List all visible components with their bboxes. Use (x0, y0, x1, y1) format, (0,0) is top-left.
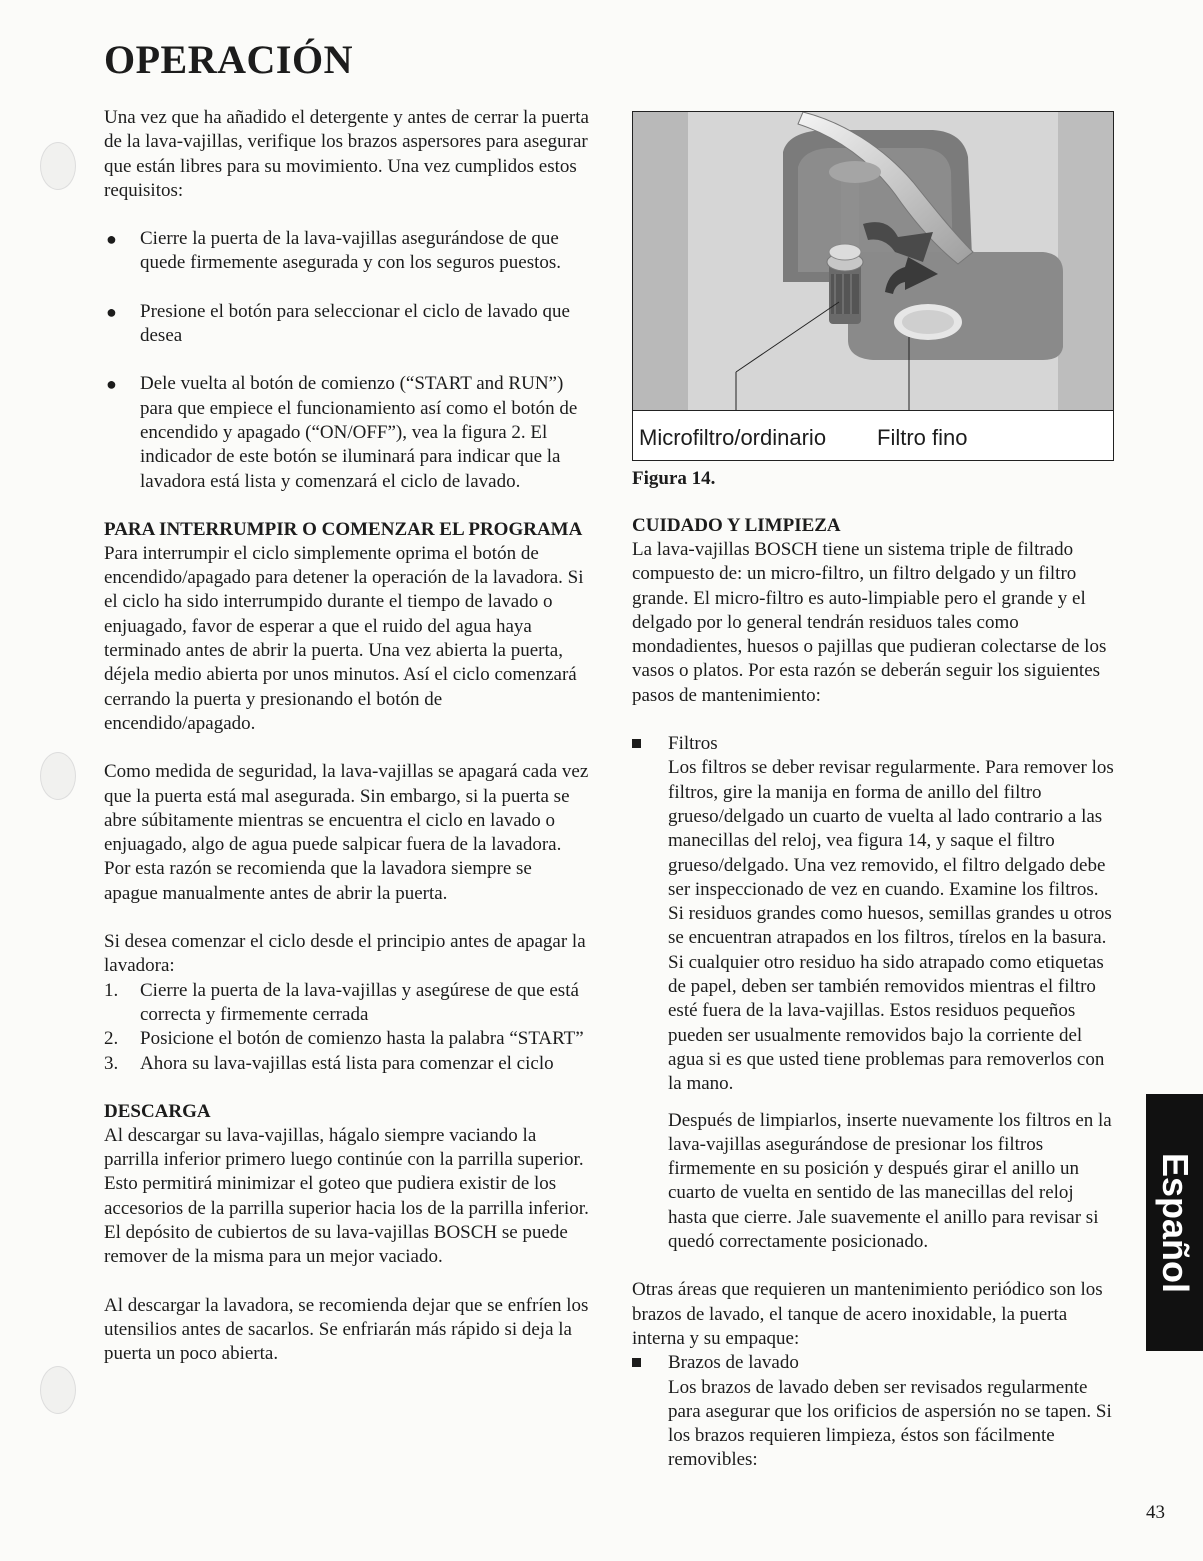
dishwasher-filter-illustration (633, 112, 1113, 412)
list-item (632, 732, 1114, 1254)
right-column (632, 514, 1114, 1473)
filtros-text: Los filtros se deber revisar regularmente. Para remover los filtros, gire la manija en forma de anillo del filtro grueso/delgado un cuarto de vuelta al lado contrario a las manecillas del reloj, vea figura 14, y saque el filtro grueso/delgado. Una vez removido, el filtro delgado debe ser inspeccionado de vez en cuando. Examine los filtros. Si residuos grandes como huesos, semillas grandes u otros se encuentran atrapados en los filtros, tírelos en la basura. Si cualquier otro residuo ha sido atrapado como etiquetas de papel, deben ser también removidos mientras el filtro esté fuera de la lava-vajillas. Estos residuos pequeños pueden ser usualmente removidos bajo la corriente del agua si es que usted tiene problemas para removerlos con la mano. (668, 757, 1114, 1095)
label-microfiltro: Microfiltro/ordinario (639, 425, 827, 450)
list-item (632, 1351, 1114, 1472)
label-filtro-fino: Filtro fino (877, 425, 968, 450)
binder-hole-top (40, 142, 76, 190)
bullet-icon: ● (106, 374, 117, 395)
list-item: 2. Posicione el botón de comienzo hasta la palabra “START” (104, 1028, 584, 1050)
language-tab (1146, 1094, 1203, 1351)
filter-figure (632, 111, 1114, 461)
paragraph-cuidado: La lava-vajillas BOSCH tiene un sistema triple de filtrado compuesto de: un micro-filtro, un filtro delgado y un filtro grande. El micro-filtro es auto-limpiable pero el grande y el delgado por lo general tendrán residuos tales como mondadientes, huesos o pajillas que pudieran colectarse de los vasos o platos. Por esta razón se deberán seguir los siguientes pasos de mantenimiento: (632, 539, 1107, 706)
list-item: ● Presione el botón para seleccionar el ciclo de lavado que desea (106, 300, 570, 347)
brazos-text: Los brazos de lavado deben ser revisados regularmente para asegurar que los orificios de aspersión no se tapen. Si los brazos requieren limpieza, éstos son fácilmente removibles: (668, 1376, 1112, 1471)
page-number: 43 (1146, 1502, 1165, 1523)
square-bullet-icon (632, 1358, 641, 1367)
binder-hole-middle (40, 752, 76, 800)
heading-descarga: DESCARGA (104, 1100, 211, 1122)
figure-caption: Figura 14. (632, 468, 716, 489)
list-item: 3. Ahora su lava-vajillas está lista para comenzar el ciclo (104, 1052, 554, 1074)
filtros-text-2: Después de limpiarlos, inserte nuevamente los filtros en la lava-vajillas asegurándose de presionar los filtros firmemente en su posición y después girar el anillo un cuarto de vuelta en sentido de las manecillas del reloj hasta que cierre. Jale suavemente el anillo para revisar si quedó correctamente posicionado. (668, 1109, 1112, 1253)
binder-hole-bottom (40, 1366, 76, 1414)
paragraph-descarga-2: Al descargar la lavadora, se recomienda dejar que se enfríen los utensilios antes de sacarlos. Se enfriarán más rápido si deja la puerta un poco abierta. (104, 1294, 589, 1365)
heading-cuidado: CUIDADO Y LIMPIEZA (632, 515, 841, 536)
paragraph-seguridad: Como medida de seguridad, la lava-vajillas se apagará cada vez que la puerta está mal asegurada. Sin embargo, si la puerta se abre súbitamente mientras se encuentra el ciclo en lavado o enjuagado, algo de agua puede salpicar fuera de la lavadora. Por esta razón se recomienda que la lavadora siempre se apague manualmente antes de abrir la puerta. (104, 761, 589, 904)
square-bullet-icon (632, 739, 641, 748)
paragraph-otras: Otras áreas que requieren un mantenimiento periódico son los brazos de lavado, el tanque de acero inoxidable, la puerta interna y su empaque: (632, 1279, 1103, 1349)
bullet-icon: ● (106, 301, 117, 322)
list-item: 1. Cierre la puerta de la lava-vajillas y asegúrese de que está correcta y firmemente cerrada (104, 979, 579, 1025)
heading-interrumpir: PARA INTERRUMPIR O COMENZAR EL PROGRAMA (104, 518, 583, 540)
page-title: OPERACIÓN (104, 37, 353, 82)
intro-paragraph: Una vez que ha añadido el detergente y antes de cerrar la puerta de la lava-vajillas, verifique los brazos aspersores para asegurar que están libres para su movimiento. Una vez cumplidos estos requisitos: (104, 107, 589, 201)
paragraph-descarga-1: Al descargar su lava-vajillas, hágalo siempre vaciando la parrilla inferior primero luego continúe con la parrilla superior. Esto permitirá minimizar el goteo que pudiera existir de los accesorios de la parrilla superior hacia los de la parrilla inferior. El depósito de cubiertos de su lava-vajillas BOSCH se puede remover de la misma para un mejor vaciado. (104, 1124, 589, 1268)
filtros-title: Filtros (668, 733, 718, 755)
bullet-icon: ● (106, 229, 117, 250)
left-column (104, 106, 590, 1366)
paragraph-interrumpir: Para interrumpir el ciclo simplemente oprima el botón de encendido/apagado para detener la operación de la lavadora. Si el ciclo ha sido interrumpido durante el tiempo de lavado o enjuagado, favor de esperar a que el ruido del agua haya terminado antes de abrir la puerta. Una vez abierta la puerta, déjela medio abierta por unos minutos. Así el ciclo comenzará cerrando la puerta y presionando el botón de encendido/apagado. (104, 542, 584, 734)
list-item: ● Cierre la puerta de la lava-vajillas asegurándose de que quede firmemente asegurada y con los seguros puestos. (106, 228, 562, 274)
brazos-title: Brazos de lavado (668, 1352, 799, 1374)
figure-label-bar (633, 410, 1113, 460)
list-item: ● Dele vuelta al botón de comienzo (“START and RUN”) para que empiece el funcionamiento así como el botón de encendido y apagado (“ON/OFF”), vea la figura 2. El indicador de este botón se iluminará para indicar que la lavadora está lista y comenzará el ciclo de lavado. (106, 373, 578, 492)
language-tab-label: Español (1154, 1152, 1196, 1293)
paragraph-comenzar: Si desea comenzar el ciclo desde el principio antes de apagar la lavadora: (104, 931, 586, 977)
